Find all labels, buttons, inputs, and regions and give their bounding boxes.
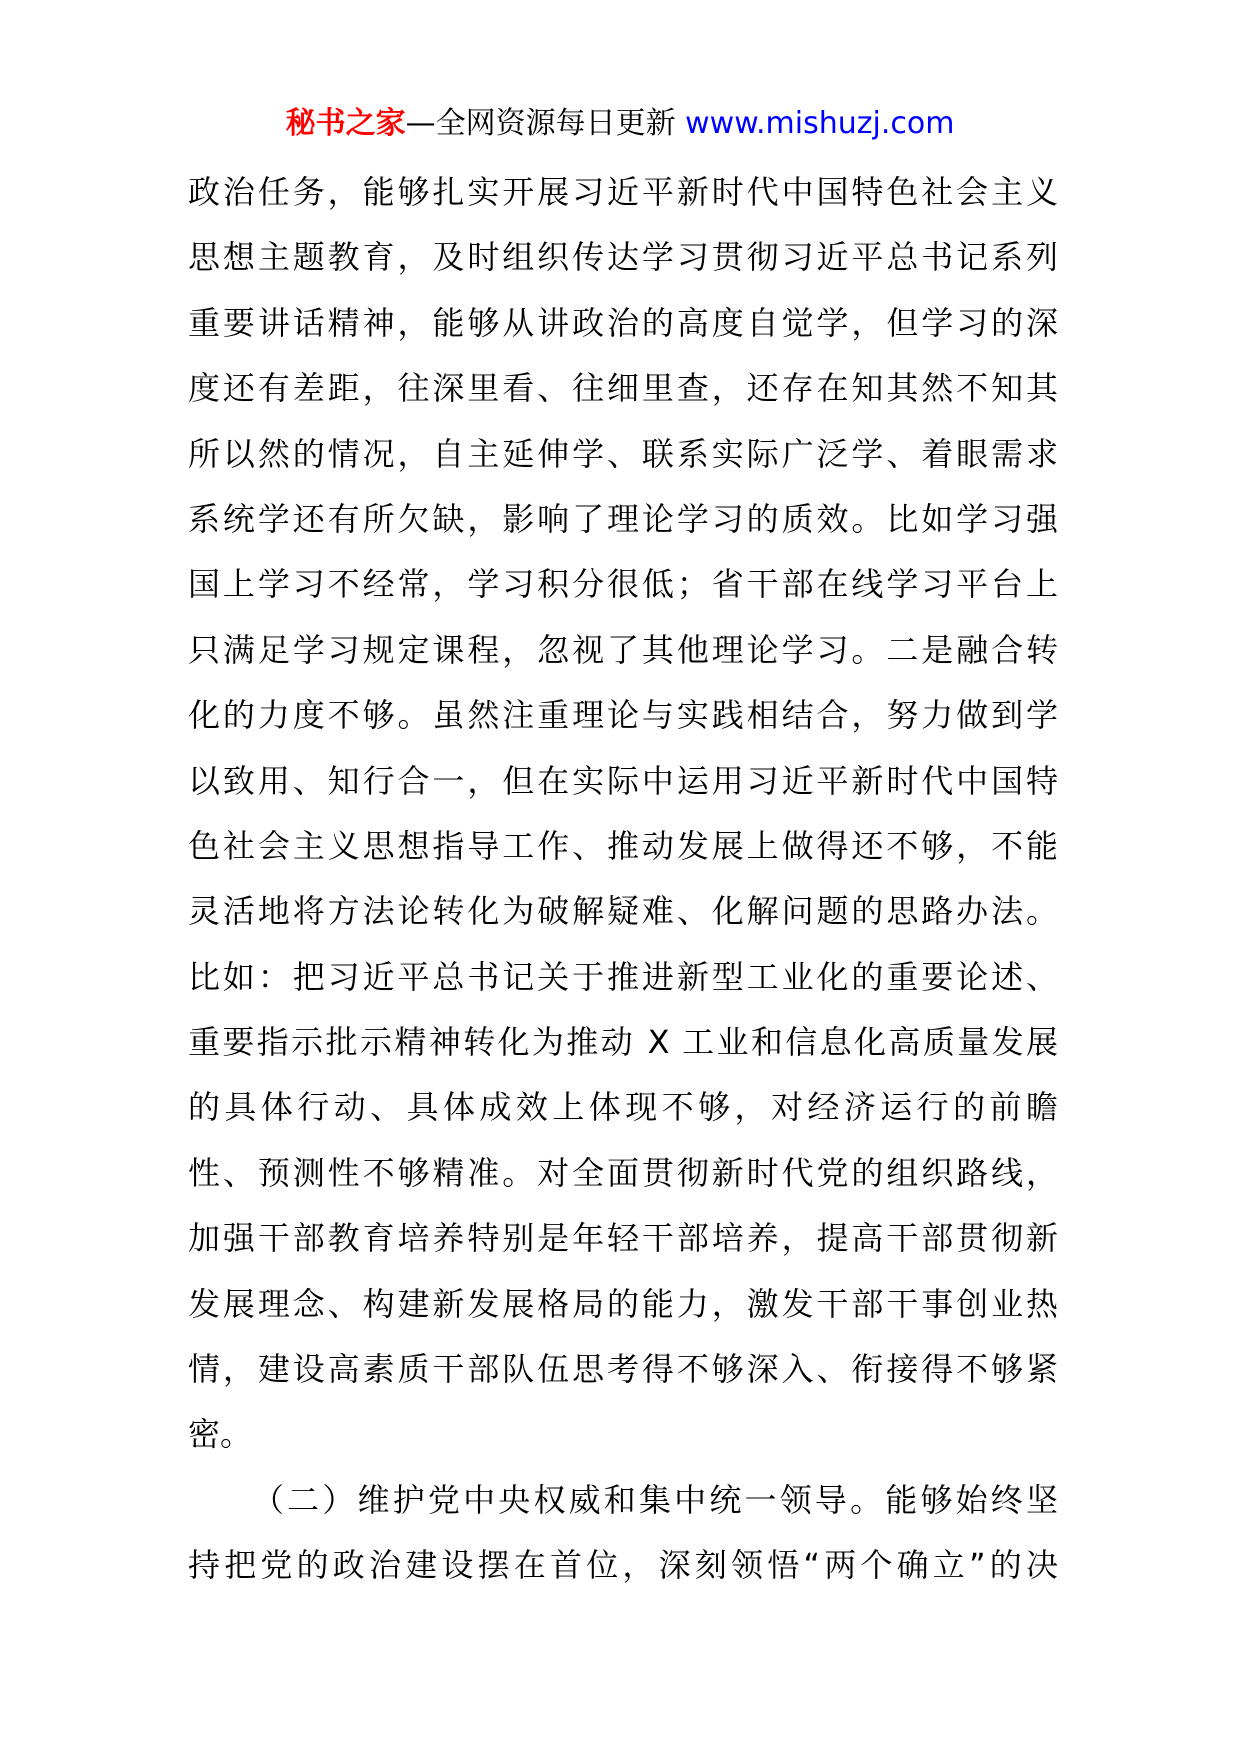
body-line: 加强干部教育培养特别是年轻干部培养，提高干部贯彻新 bbox=[188, 1219, 1058, 1258]
body-line: 重要讲话精神，能够从讲政治的高度自觉学，但学习的深 bbox=[188, 303, 1058, 342]
body-line: 以致用、知行合一，但在实际中运用习近平新时代中国特 bbox=[188, 761, 1058, 800]
body-line: 只满足学习规定课程，忽视了其他理论学习。二是融合转 bbox=[188, 630, 1058, 669]
site-slogan: —全网资源每日更新 bbox=[405, 106, 686, 141]
body-line: 的具体行动、具体成效上体现不够，对经济运行的前瞻 bbox=[188, 1088, 1058, 1127]
document-body bbox=[188, 160, 1058, 1599]
body-line: 政治任务，能够扎实开展习近平新时代中国特色社会主义 bbox=[188, 173, 1058, 211]
site-brand: 秘书之家 bbox=[285, 106, 406, 141]
body-line: 所以然的情况，自主延伸学、联系实际广泛学、着眼需求 bbox=[188, 434, 1058, 473]
body-line: 比如：把习近平总书记关于推进新型工业化的重要论述、 bbox=[188, 957, 1058, 996]
body-line: 国上学习不经常，学习积分很低；省干部在线学习平台上 bbox=[188, 565, 1058, 604]
body-line: 持把党的政治建设摆在首位，深刻领悟“两个确立”的决 bbox=[188, 1546, 1058, 1585]
section-heading-line: （二）维护党中央权威和集中统一领导。能够始终坚 bbox=[252, 1480, 1058, 1519]
body-line: 色社会主义思想指导工作、推动发展上做得还不够，不能 bbox=[188, 826, 1058, 865]
body-line: 密。 bbox=[188, 1415, 253, 1454]
body-line: 发展理念、构建新发展格局的能力，激发干部干事创业热 bbox=[188, 1284, 1058, 1323]
body-line: 思想主题教育，及时组织传达学习贯彻习近平总书记系列 bbox=[188, 238, 1058, 277]
body-line: 度还有差距，往深里看、往细里查，还存在知其然不知其 bbox=[188, 369, 1058, 408]
body-line: 灵活地将方法论转化为破解疑难、化解问题的思路办法。 bbox=[188, 892, 1058, 931]
body-line: 化的力度不够。虽然注重理论与实践相结合，努力做到学 bbox=[188, 696, 1058, 735]
site-url-link[interactable]: www.mishuzj.com bbox=[685, 106, 955, 141]
site-header bbox=[0, 100, 1240, 148]
body-line: 重要指示批示精神转化为推动 X 工业和信息化高质量发展 bbox=[188, 1023, 1058, 1062]
body-line: 性、预测性不够精准。对全面贯彻新时代党的组织路线， bbox=[188, 1153, 1058, 1192]
body-line: 系统学还有所欠缺，影响了理论学习的质效。比如学习强 bbox=[188, 499, 1058, 538]
body-line: 情，建设高素质干部队伍思考得不够深入、衔接得不够紧 bbox=[188, 1350, 1058, 1389]
